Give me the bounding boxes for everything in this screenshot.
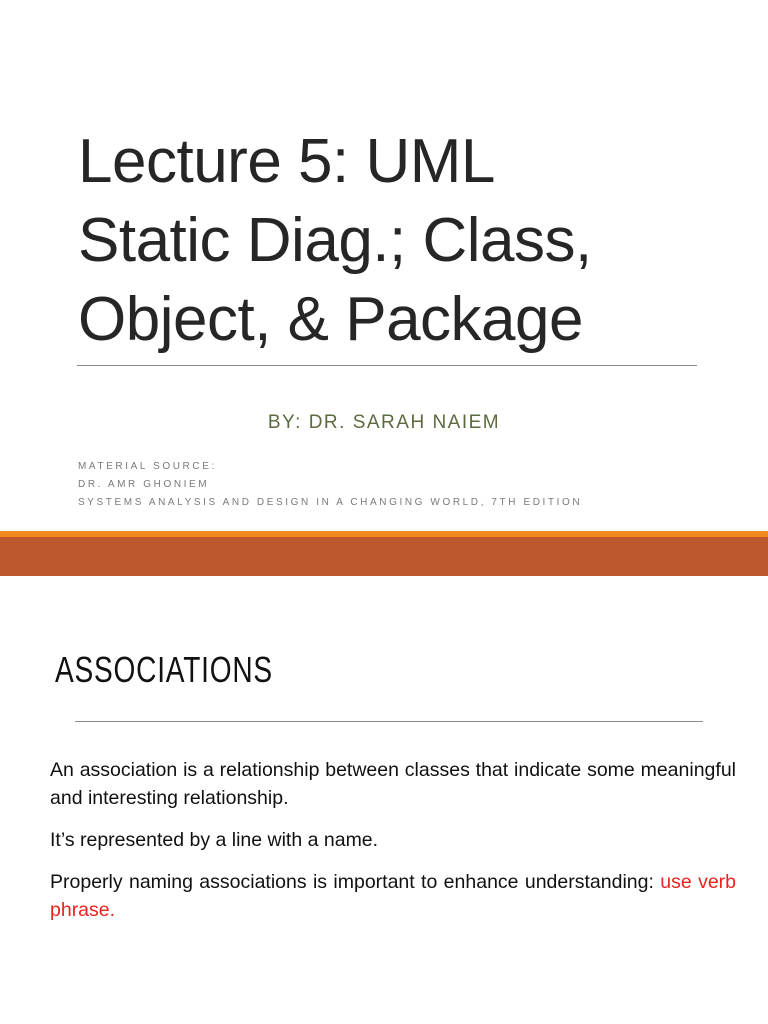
slide-body	[50, 756, 736, 938]
source-book: SYSTEMS ANALYSIS AND DESIGN IN A CHANGING WORLD, 7TH EDITION	[78, 497, 583, 508]
paragraph-naming	[50, 868, 736, 924]
accent-bar-rust	[0, 537, 768, 576]
lecture-title-line-3: Object, & Package	[78, 285, 583, 354]
paragraph-definition: An association is a relationship between classes that indicate some meaningful and interesting relationship.	[50, 759, 736, 809]
source-label: MATERIAL SOURCE:	[78, 461, 217, 472]
author-line: BY: DR. SARAH NAIEM	[267, 412, 501, 433]
lecture-title-line-2: Static Diag.; Class,	[78, 206, 592, 275]
paragraph-representation: It’s represented by a line with a name.	[50, 829, 379, 851]
title-divider	[77, 365, 697, 366]
source-block	[78, 458, 698, 512]
slide-heading: ASSOCIATIONS	[55, 649, 273, 690]
lecture-title	[78, 122, 718, 359]
lecture-title-line-1: Lecture 5: UML	[78, 127, 495, 196]
verb-phrase-highlight: use verb phrase.	[50, 871, 737, 921]
heading-divider	[75, 721, 703, 722]
source-author: DR. AMR GHONIEM	[78, 479, 210, 490]
naming-text: Properly naming associations is important to enhance understanding:	[50, 871, 661, 893]
associations-slide	[0, 576, 768, 1024]
